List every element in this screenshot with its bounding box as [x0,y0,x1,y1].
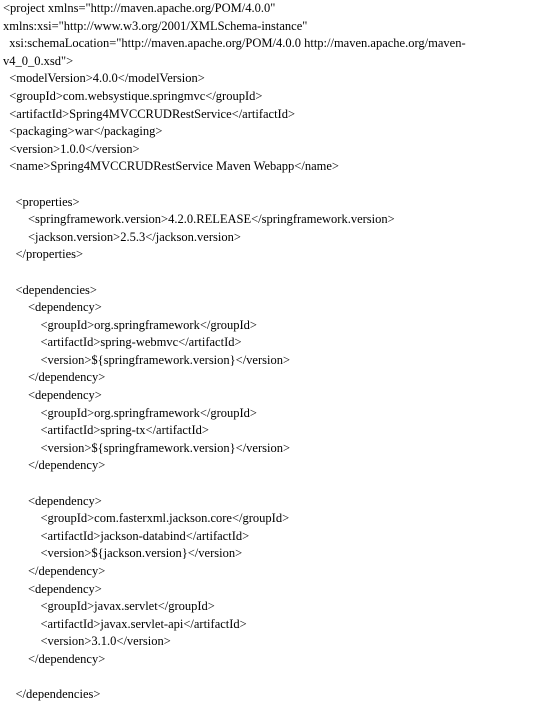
xml-code-listing [3,0,555,704]
code-line: <dependency> [3,493,102,508]
code-line: <jackson.version>2.5.3</jackson.version> [3,229,241,244]
code-line: <dependency> [3,388,102,403]
code-line [3,669,555,687]
code-line: <artifactId>jackson-databind</artifactId> [3,528,250,543]
code-line: xsi:schemaLocation="http://maven.apache.org/POM/4.0.0 http://maven.apache.org/maven- [3,36,466,51]
code-line: </dependency> [3,458,106,473]
code-line: <properties> [3,194,80,209]
code-line: <artifactId>Spring4MVCCRUDRestService</artifactId> [3,106,296,121]
code-line: <groupId>com.websystique.springmvc</groupId> [3,88,263,103]
code-line: <name>Spring4MVCCRUDRestService Maven Webapp</name> [3,159,339,174]
code-line: <dependency> [3,581,102,596]
code-line: <groupId>org.springframework</groupId> [3,405,257,420]
code-line: <version>${springframework.version}</version> [3,352,291,367]
code-line: <version>1.0.0</version> [3,141,140,156]
code-line: xmlns:xsi="http://www.w3.org/2001/XMLSchema-instance" [3,18,308,33]
code-line: </dependencies> [3,687,101,702]
code-line: <groupId>javax.servlet</groupId> [3,599,215,614]
code-line: <groupId>org.springframework</groupId> [3,317,257,332]
code-line: <packaging>war</packaging> [3,124,163,139]
code-line: <groupId>com.fasterxml.jackson.core</groupId> [3,511,290,526]
code-line: </dependency> [3,651,106,666]
code-line: <dependency> [3,300,102,315]
code-line [3,264,555,282]
code-line [3,176,555,194]
code-line: </dependency> [3,564,106,578]
code-line: </properties> [3,247,84,262]
code-line: <version>${jackson.version}</version> [3,546,243,561]
code-line: </dependency> [3,370,106,385]
code-line: v4_0_0.xsd"> [3,53,74,68]
code-line: <springframework.version>4.2.0.RELEASE</springframework.version> [3,212,395,227]
code-line: <version>3.1.0</version> [3,634,171,649]
code-line [3,475,555,493]
code-line: <dependencies> [3,282,97,297]
code-line: <project xmlns="http://maven.apache.org/POM/4.0.0" [3,1,276,15]
code-line: <modelVersion>4.0.0</modelVersion> [3,71,205,86]
code-line: <artifactId>spring-tx</artifactId> [3,423,209,438]
code-line: <artifactId>javax.servlet-api</artifactId> [3,616,247,631]
code-line: <version>${springframework.version}</version> [3,440,291,455]
code-line: <artifactId>spring-webmvc</artifactId> [3,335,242,350]
